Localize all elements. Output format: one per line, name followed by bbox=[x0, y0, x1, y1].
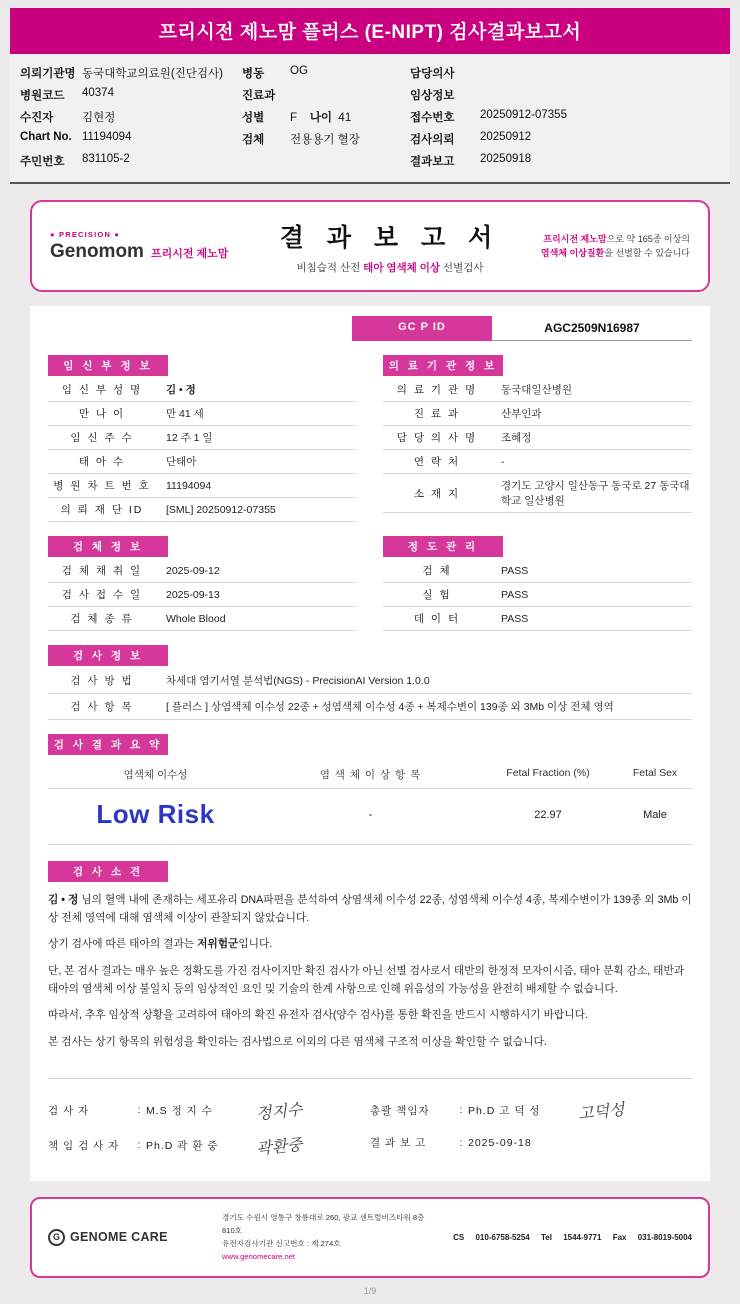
section-label-exam: 검 사 정 보 bbox=[48, 645, 168, 666]
signature-name: M.S 정 지 수 bbox=[146, 1104, 213, 1117]
signature-separator: : bbox=[137, 1139, 141, 1152]
signature-label: 총괄 책임자 bbox=[370, 1104, 430, 1117]
fax-value: 031-8019-5004 bbox=[637, 1232, 692, 1242]
row-value: 12 주 1 일 bbox=[156, 426, 357, 450]
row-key: 검 사 방 법 bbox=[48, 668, 156, 694]
fetal-sex-value: Male bbox=[643, 808, 667, 821]
section-label-findings: 검 사 소 견 bbox=[48, 861, 168, 882]
field-value-org: 동국대학교의료원(진단검사) bbox=[82, 68, 223, 80]
findings-patient-name: 김 • 정 bbox=[48, 894, 79, 906]
report-subheading-pre: 비침습적 산전 bbox=[296, 261, 364, 274]
report-brand-card bbox=[30, 200, 710, 292]
signature-block bbox=[48, 1078, 692, 1163]
row-value: [SML] 20250912-07355 bbox=[156, 498, 357, 522]
row-value: 단태아 bbox=[156, 450, 357, 474]
field-value-accession: 20250912-07355 bbox=[480, 109, 567, 121]
cs-value: 010-6758-5254 bbox=[475, 1232, 530, 1242]
field-label-ordered-date: 검사의뢰 bbox=[410, 134, 455, 146]
fetal-fraction-value: 22.97 bbox=[534, 808, 562, 821]
company-website-link[interactable]: www.genomecare.net bbox=[222, 1252, 296, 1262]
table-row bbox=[383, 426, 692, 450]
table-row bbox=[48, 668, 692, 694]
signature-name: Ph.D 곽 환 중 bbox=[146, 1139, 219, 1152]
row-key: 의 료 기 관 명 bbox=[383, 378, 491, 402]
field-value-department bbox=[290, 84, 410, 106]
signature-row bbox=[48, 1128, 370, 1163]
header-row bbox=[20, 128, 720, 150]
findings-paragraph bbox=[48, 892, 692, 927]
findings-paragraph: 따라서, 추후 임상적 상황을 고려하여 태아의 확진 유전자 검사(양수 검사)를 통한 확진을 반드시 시행하시기 바랍니다. bbox=[48, 1009, 588, 1022]
summary-header-row bbox=[48, 761, 692, 789]
row-value: 조혜정 bbox=[491, 426, 692, 450]
header-row bbox=[20, 84, 720, 106]
field-label-age: 나이 bbox=[309, 112, 333, 124]
contact-info bbox=[444, 1233, 692, 1242]
section-label-result-summary: 검 사 결 과 요 약 bbox=[48, 734, 168, 755]
row-value: 차세대 염기서열 분석법(NGS) - PrecisionAI Version 1.0.0 bbox=[156, 668, 692, 694]
row-value: 김 • 정 bbox=[156, 378, 357, 402]
field-value-patient: 김현정 bbox=[82, 112, 116, 124]
section-label-qc: 정 도 관 리 bbox=[383, 536, 503, 557]
row-value: PASS bbox=[491, 583, 692, 607]
row-key: 진 료 과 bbox=[383, 402, 491, 426]
brand-claim-hl2: 염색체 이상질환 bbox=[540, 248, 605, 258]
field-value-reported-date: 20250918 bbox=[480, 153, 532, 165]
tel-label: Tel bbox=[540, 1232, 552, 1242]
row-key: 태 아 수 bbox=[48, 450, 156, 474]
brand-name: Genomom bbox=[50, 240, 144, 262]
section-label-pregnant: 임 신 부 정 보 bbox=[48, 355, 168, 376]
table-row bbox=[383, 607, 692, 631]
signature-separator: : bbox=[459, 1136, 463, 1149]
row-key: 검 체 종 류 bbox=[48, 607, 156, 631]
table-row bbox=[48, 426, 357, 450]
field-label-rrn: 주민번호 bbox=[20, 156, 65, 168]
field-value-sex: F bbox=[290, 112, 298, 124]
report-subheading bbox=[265, 260, 515, 275]
table-row bbox=[48, 559, 357, 583]
signature-label: 책 임 검 사 자 bbox=[48, 1139, 120, 1152]
signature-mark: 고덕성 bbox=[577, 1099, 626, 1123]
summary-value-row bbox=[48, 789, 692, 845]
gcp-id-value: AGC2509N16987 bbox=[492, 316, 692, 341]
report-date-value: 2025-09-18 bbox=[468, 1136, 532, 1149]
brand-tagline: ● PRECISION ● bbox=[50, 229, 121, 239]
brand-claim-t1: 으로 약 165종 이상의 bbox=[606, 233, 690, 244]
field-value-specimen: 전용용기 혈장 bbox=[290, 134, 360, 146]
section-result-summary bbox=[48, 734, 692, 845]
findings-paragraph: 본 검사는 상기 항목의 위험성을 확인하는 검사법으로 이외의 다른 염색체 구조적 이상을 확인할 수 없습니다. bbox=[48, 1035, 547, 1048]
row-value: 동국대일산병원 bbox=[491, 378, 692, 402]
header-row bbox=[20, 62, 720, 84]
row-key: 병 원 차 트 번 호 bbox=[48, 474, 156, 498]
brand-name-kr: 프리시전 제노맘 bbox=[150, 247, 229, 260]
section-hospital-info bbox=[383, 355, 692, 522]
section-label-specimen: 검 체 정 보 bbox=[48, 536, 168, 557]
field-label-patient: 수진자 bbox=[20, 112, 54, 124]
header-row bbox=[20, 150, 720, 172]
genome-care-mark-icon: G bbox=[48, 1229, 65, 1246]
abnormal-items-value: - bbox=[368, 808, 373, 821]
row-value: PASS bbox=[491, 607, 692, 631]
field-label-sex: 성별 bbox=[242, 112, 265, 124]
section-exam-info bbox=[48, 645, 692, 720]
brand-block bbox=[50, 230, 265, 263]
row-key: 실 험 bbox=[383, 583, 491, 607]
field-value-chart-no: 11194094 bbox=[82, 131, 132, 143]
section-label-hospital: 의 료 기 관 정 보 bbox=[383, 355, 503, 376]
address-line-1: 경기도 수원시 영통구 창룡대로 260, 광교 센트럴비즈타워 8층 810호 bbox=[222, 1212, 425, 1235]
brand-claim-t2: 을 선별할 수 있습니다 bbox=[604, 248, 690, 258]
brand-claim bbox=[515, 232, 690, 261]
field-label-org: 의뢰기관명 bbox=[20, 68, 76, 80]
signature-name: Ph.D 고 덕 성 bbox=[468, 1104, 541, 1117]
row-key: 검 체 채 취 일 bbox=[48, 559, 156, 583]
report-date-label: 결 과 보 고 bbox=[370, 1137, 427, 1150]
address-line-2: 유전자검사기관 신고번호 : 제 274호 bbox=[222, 1239, 341, 1249]
table-row bbox=[383, 378, 692, 402]
findings-text: 님의 혈액 내에 존재하는 세포유리 DNA파편을 분석하여 상염색체 이수성 22종, 성염색체 이수성 4종, 복제수변이가 139종 외 3Mb 이상 전체 영역에 대해 염색체 이상이 관찰되지 않았습니다. bbox=[48, 894, 692, 924]
tel-value: 1544-9771 bbox=[563, 1232, 602, 1242]
table-row bbox=[48, 498, 357, 522]
row-value: Whole Blood bbox=[156, 607, 357, 631]
field-label-doctor: 담당의사 bbox=[410, 68, 455, 80]
report-heading: 결 과 보 고 서 bbox=[279, 223, 501, 252]
row-key: 검 사 항 목 bbox=[48, 694, 156, 720]
field-label-accession: 접수번호 bbox=[410, 112, 455, 124]
table-row bbox=[48, 450, 357, 474]
page-footer bbox=[30, 1197, 710, 1278]
gcp-id-label: GC P ID bbox=[352, 316, 492, 341]
column-header-abnormal-items: 염 색 체 이 상 항 목 bbox=[319, 769, 422, 781]
row-key: 임 신 주 수 bbox=[48, 426, 156, 450]
row-key: 담 당 의 사 명 bbox=[383, 426, 491, 450]
page-title: 프리시전 제노맘 플러스 (E-NIPT) 검사결과보고서 bbox=[10, 8, 730, 54]
table-row bbox=[383, 402, 692, 426]
report-page bbox=[0, 8, 740, 1304]
signature-row bbox=[370, 1093, 692, 1128]
table-row bbox=[48, 474, 357, 498]
section-findings bbox=[48, 861, 692, 1052]
table-row bbox=[383, 450, 692, 474]
row-value: 2025-09-12 bbox=[156, 559, 357, 583]
table-row bbox=[48, 402, 357, 426]
signature-separator: : bbox=[137, 1104, 141, 1117]
page-number: 1/9 bbox=[363, 1285, 377, 1296]
field-label-department: 진료과 bbox=[242, 90, 276, 102]
findings-risk-term: 저위험군 bbox=[197, 938, 239, 951]
row-key: 임 신 부 성 명 bbox=[48, 378, 156, 402]
genome-care-logo bbox=[48, 1229, 208, 1246]
risk-result: Low Risk bbox=[96, 799, 215, 829]
field-value-ordered-date: 20250912 bbox=[480, 131, 532, 143]
field-label-hospital-code: 병원코드 bbox=[20, 90, 65, 102]
company-address bbox=[222, 1211, 430, 1264]
signature-row bbox=[48, 1093, 370, 1128]
field-value-rrn: 831105-2 bbox=[82, 153, 130, 165]
row-key: 데 이 터 bbox=[383, 607, 491, 631]
row-value: 만 41 세 bbox=[156, 402, 357, 426]
field-value-clinical-info bbox=[480, 84, 720, 106]
row-key: 검 사 접 수 일 bbox=[48, 583, 156, 607]
signature-label: 검 사 자 bbox=[48, 1104, 90, 1117]
fax-label: Fax bbox=[612, 1232, 627, 1242]
column-header-fetal-sex: Fetal Sex bbox=[632, 767, 678, 779]
header-row bbox=[20, 106, 720, 128]
row-value: 산부인과 bbox=[491, 402, 692, 426]
report-subheading-highlight: 태아 염색체 이상 bbox=[363, 261, 441, 274]
report-body bbox=[30, 306, 710, 1181]
row-value: PASS bbox=[491, 559, 692, 583]
field-label-reported-date: 결과보고 bbox=[410, 156, 455, 168]
signature-mark: 정지수 bbox=[255, 1099, 304, 1123]
findings-text-post: 입니다. bbox=[238, 938, 273, 951]
field-value-ward: OG bbox=[290, 65, 308, 77]
table-row bbox=[383, 583, 692, 607]
genome-care-logo-text: GENOME CARE bbox=[70, 1230, 168, 1245]
signature-right-column bbox=[370, 1093, 692, 1163]
section-pregnant-info bbox=[48, 355, 357, 522]
field-value-hospital-code: 40374 bbox=[82, 87, 114, 99]
row-value: 경기도 고양시 일산동구 동국로 27 동국대학교 일산병원 bbox=[491, 474, 692, 513]
column-header-fetal-fraction: Fetal Fraction (%) bbox=[506, 767, 590, 779]
report-subheading-post: 선별검사 bbox=[440, 261, 484, 274]
findings-paragraph bbox=[48, 936, 692, 954]
row-key: 소 재 지 bbox=[383, 474, 491, 513]
table-row bbox=[48, 583, 357, 607]
section-qc bbox=[383, 536, 692, 631]
column-header-aneuploidy: 염색체 이수성 bbox=[123, 769, 188, 781]
row-key: 의 뢰 재 단 ID bbox=[48, 498, 156, 522]
table-row bbox=[48, 607, 357, 631]
row-value: 11194094 bbox=[156, 474, 357, 498]
row-value: - bbox=[491, 450, 692, 474]
patient-header bbox=[10, 54, 730, 184]
findings-paragraph: 단, 본 검사 결과는 매우 높은 정확도를 가진 검사이지만 확진 검사가 아닌 선별 검사로서 태반의 한정적 모자이시즘, 태아 분획 감소, 태반과 태아의 염색체 이상 불일치 등의 임상적인 요인 및 기술의 한계 사항으로 인해 위음성의 가능성을 완전히 배제할 수 없습니다. bbox=[48, 964, 685, 995]
signature-row bbox=[370, 1128, 692, 1158]
field-label-chart-no: Chart No. bbox=[20, 131, 72, 143]
field-label-ward: 병동 bbox=[242, 68, 265, 80]
row-value: [ 플러스 ] 상염색체 이수성 22종 + 성염색체 이수성 4종 + 복제수변이 139종 외 3Mb 이상 전체 영역 bbox=[156, 694, 692, 720]
table-row bbox=[383, 474, 692, 513]
table-row bbox=[48, 378, 357, 402]
cs-label: CS bbox=[453, 1232, 465, 1242]
table-row bbox=[48, 694, 692, 720]
table-row bbox=[383, 559, 692, 583]
report-heading-block bbox=[265, 218, 515, 275]
row-key: 검 체 bbox=[383, 559, 491, 583]
row-key: 연 락 처 bbox=[383, 450, 491, 474]
field-label-specimen: 검체 bbox=[242, 134, 265, 146]
findings-text-pre: 상기 검사에 따른 태아의 결과는 bbox=[48, 938, 198, 951]
row-value: 2025-09-13 bbox=[156, 583, 357, 607]
field-value-doctor bbox=[480, 62, 720, 84]
signature-separator: : bbox=[459, 1104, 463, 1117]
row-key: 만 나 이 bbox=[48, 402, 156, 426]
section-specimen-info bbox=[48, 536, 357, 631]
field-value-age: 41 bbox=[338, 112, 352, 124]
field-label-clinical-info: 임상정보 bbox=[410, 90, 455, 102]
signature-left-column bbox=[48, 1093, 370, 1163]
brand-claim-hl1: 프리시전 제노맘 bbox=[543, 233, 607, 244]
signature-mark: 곽환중 bbox=[255, 1134, 304, 1158]
gcp-id-row bbox=[48, 316, 692, 341]
